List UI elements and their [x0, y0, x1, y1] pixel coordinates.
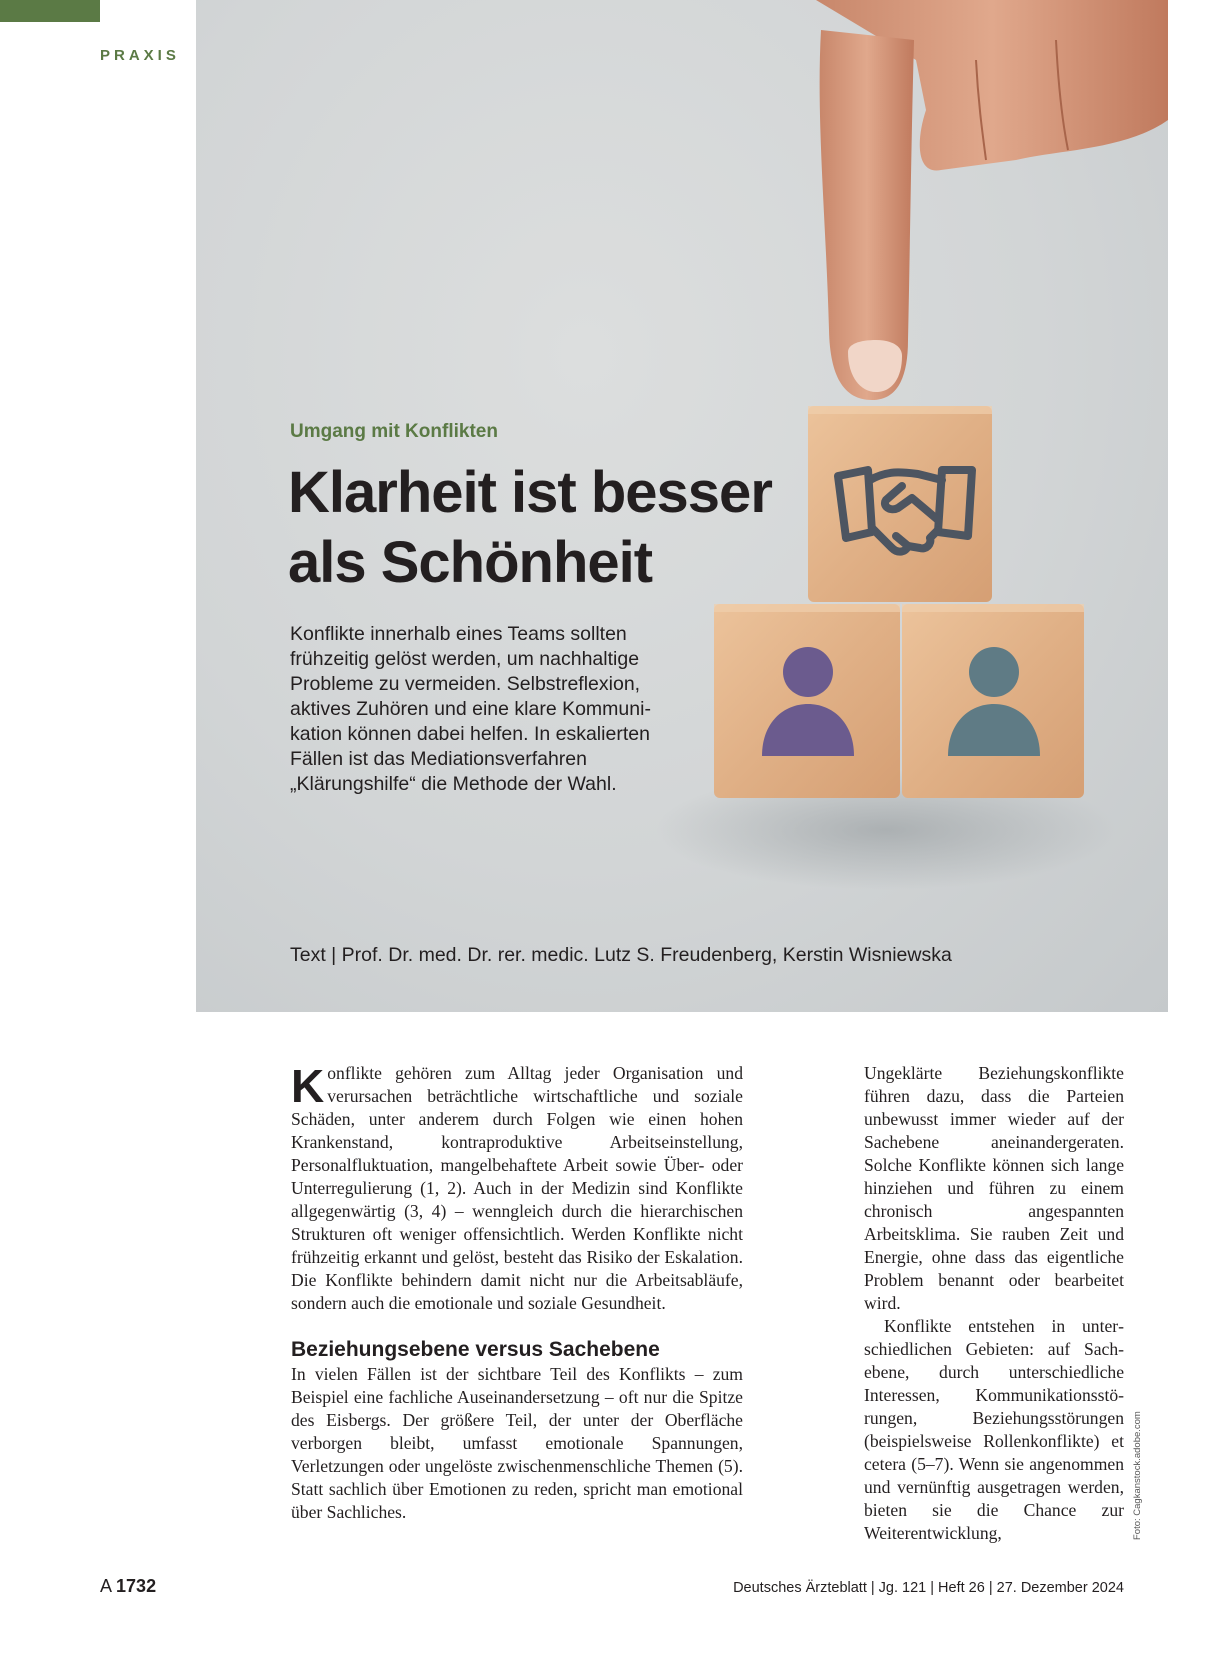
cube-handshake [808, 406, 992, 602]
cube-person-left [714, 604, 900, 798]
cube-person-right [902, 604, 1084, 798]
byline: Text | Prof. Dr. med. Dr. rer. medic. Lutz S. Freudenberg, Kerstin Wisniewska [290, 944, 952, 966]
article-paragraph: Ungeklärte Beziehungskonflikte führen dazu, dass die Parteien unbewusst immer wieder auf der Sachebene aneinandergeraten. Solche Konflikte können sich lange hinziehen und führen zu einem chronisch angespannten Arbeitsklima. Sie rauben Zeit und Energie, ohne dass das eigentliche Problem benannt oder bearbeitet wird. [864, 1063, 1124, 1313]
headline-line-2: als Schönheit [288, 530, 653, 595]
journal-footer: Deutsches Ärzteblatt | Jg. 121 | Heft 26 | 27. Dezember 2024 [733, 1580, 1124, 1596]
section-label: PRAXIS [100, 47, 180, 64]
kicker: Umgang mit Konflikten [290, 421, 498, 442]
page-number-value: 1732 [116, 1576, 157, 1596]
article-column-right [864, 1062, 1124, 1545]
lead-paragraph: Konflikte innerhalb eines Teams sollten frühzeitig gelöst werden, um nachhaltige Probleme zu vermeiden. Selbstreflexion, aktives Zuhören und eine klare Kommunikation können dabei helfen. In eskalierten Fällen ist das Mediationsverfahren „Klärungshilfe“ die Methode der Wahl. [290, 623, 651, 795]
article-paragraph: Konflikte entstehen in unterschiedlichen Gebieten: auf Sachebene, durch unterschiedliche Interessen, Kommunikationsstörungen, Beziehungsstörungen (beispielsweise Rollenkonflikte) et cetera (5–7). Wenn sie angenommen und vernünftig ausgetragen werden, bieten sie die Chance zur Weiterentwicklung, [864, 1316, 1124, 1543]
corner-accent-bar [0, 0, 100, 22]
page-title [288, 458, 808, 598]
headline-line-1: Klarheit ist besser [288, 460, 772, 525]
drop-cap: K [291, 1060, 325, 1112]
page-number [100, 1576, 156, 1597]
photo-credit: Foto: Cagkanstock.adobe.com [1132, 1411, 1143, 1540]
hand-pointing [816, 0, 1168, 400]
section-heading: Beziehungsebene versus Sachebene [291, 1338, 660, 1361]
article-column-left [291, 1062, 743, 1524]
hero-image [196, 0, 1168, 1012]
article-paragraph: In vielen Fällen ist der sichtbare Teil des Konflikts – zum Beispiel eine fachliche Auseinandersetzung – oft nur die Spitze des Eisbergs. Der größere Teil, der unter der Oberfläche verborgen bleibt, umfasst emotionale Spannungen, Verletzungen oder ungelöste zwischenmenschliche Themen (5). Statt sachlich über Emotionen zu reden, spricht man emotional über Sachliches. [291, 1364, 743, 1522]
paragraph-text: onflikte gehören zum Alltag jeder Organisation und verursachen beträchtliche wirtschaftliche und soziale Schäden, unter anderem durch Folgen wie einen hohen Krankenstand, kontraproduktive Arbeitseinstellung, Personalfluktuation, mangelbehaftete Arbeit sowie Über- oder Unterregulierung (1, 2). Auch in der Medizin sind Konflikte allgegenwärtig (3, 4) – wenngleich durch die hierarchischen Strukturen oft weniger offensichtlich. Werden Konflikte nicht frühzeitig erkannt und gelöst, besteht das Risiko der Eskalation. Die Konflikte behindern damit nicht nur die Arbeitsabläufe, sondern auch die emotionale und soziale Gesundheit. [291, 1063, 743, 1313]
page-prefix: A [100, 1576, 112, 1596]
article-paragraph [291, 1062, 743, 1315]
